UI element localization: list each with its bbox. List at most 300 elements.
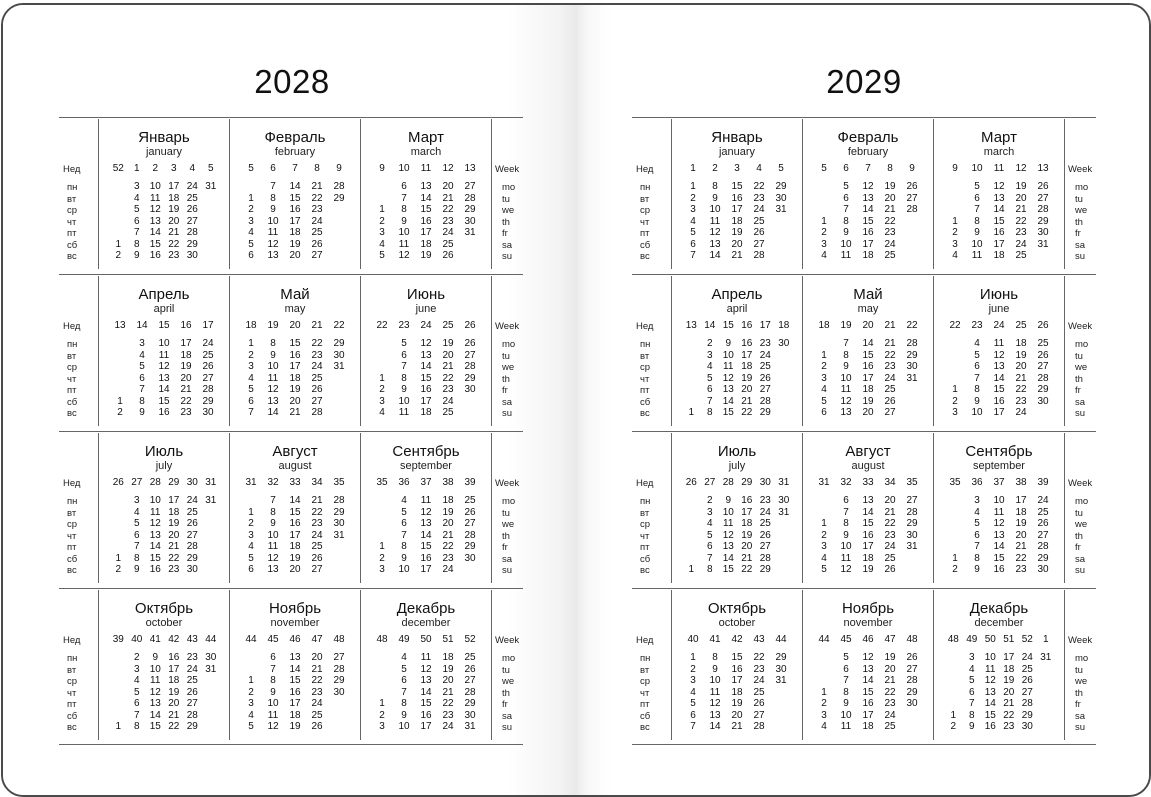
right-page	[577, 5, 1149, 795]
day-number: 10	[840, 709, 852, 721]
day-number: 16	[862, 698, 874, 709]
day-number: 29	[333, 192, 345, 204]
day-number: 3	[133, 663, 140, 675]
day-label-en: mo	[1075, 182, 1089, 193]
day-number: 24	[884, 372, 896, 384]
day-number: 31	[906, 372, 918, 384]
column-divider	[1064, 433, 1065, 583]
day-row	[240, 518, 350, 530]
month-name-en: october	[718, 617, 756, 629]
day-number: 28	[202, 384, 214, 395]
week-number: 32	[267, 477, 279, 488]
day-number: 25	[442, 238, 454, 250]
week-label-ru: Нед	[63, 635, 81, 646]
day-number: 22	[741, 407, 753, 418]
week-label-en: Week	[495, 321, 520, 332]
day-number: 7	[974, 372, 980, 384]
day-number: 1	[115, 552, 122, 564]
week-numbers	[813, 320, 923, 332]
day-row	[371, 518, 481, 530]
week-number: 26	[464, 320, 476, 331]
day-row	[109, 710, 219, 722]
week-number: 35	[949, 477, 961, 488]
day-number: 12	[709, 227, 721, 238]
day-label-ru: вс	[640, 251, 650, 262]
day-number: 12	[420, 506, 432, 518]
day-number: 12	[984, 675, 996, 686]
day-number: 23	[1015, 564, 1027, 575]
day-number: 12	[420, 663, 432, 675]
day-row	[813, 495, 923, 507]
day-row	[109, 350, 219, 362]
day-number: 28	[464, 686, 476, 698]
day-number: 24	[759, 349, 771, 361]
day-row	[240, 373, 350, 385]
day-row	[944, 193, 1054, 205]
week-label-ru: Нед	[636, 635, 654, 646]
day-number: 6	[248, 395, 254, 407]
day-label-en: tu	[502, 193, 510, 205]
day-number: 14	[289, 181, 301, 192]
week-number: 47	[884, 634, 896, 645]
week-number: 48	[376, 634, 388, 645]
month-name-en: february	[274, 146, 316, 158]
month-name-en: february	[847, 146, 889, 158]
day-number: 14	[420, 361, 432, 372]
day-number: 27	[311, 564, 323, 575]
day-number: 27	[884, 407, 896, 418]
day-number: 9	[270, 686, 276, 698]
week-number: 8	[314, 163, 320, 174]
day-number: 5	[401, 663, 407, 675]
day-number: 17	[289, 698, 301, 709]
week-number: 16	[180, 320, 192, 331]
day-number: 10	[840, 238, 852, 250]
week-number: 39	[1037, 477, 1049, 488]
day-number: 2	[248, 686, 254, 698]
day-number: 14	[862, 338, 874, 349]
day-number: 31	[775, 675, 787, 686]
day-label-ru: пт	[67, 228, 77, 239]
day-number: 13	[709, 238, 721, 250]
day-number: 7	[139, 384, 145, 395]
month-name-ru: Апрель	[138, 286, 190, 303]
day-row	[944, 495, 1054, 507]
day-number: 13	[840, 407, 852, 418]
day-number: 5	[974, 349, 980, 361]
week-number: 49	[966, 634, 978, 645]
day-number: 16	[289, 204, 301, 215]
day-number: 28	[906, 506, 918, 518]
day-number: 18	[731, 686, 743, 698]
day-row	[944, 216, 1054, 228]
day-number: 15	[149, 238, 161, 250]
day-grid	[371, 495, 481, 576]
day-number: 24	[1021, 652, 1033, 663]
day-number: 16	[862, 529, 874, 541]
week-numbers	[813, 477, 923, 489]
day-row	[813, 530, 923, 542]
day-number: 20	[442, 675, 454, 686]
day-number: 19	[731, 227, 743, 238]
day-number: 30	[202, 407, 214, 418]
day-number: 15	[149, 721, 161, 732]
day-number: 14	[993, 541, 1005, 552]
day-number: 18	[731, 215, 743, 227]
day-row	[813, 227, 923, 239]
week-number: 51	[1003, 634, 1015, 645]
day-number: 1	[248, 506, 254, 518]
day-number: 21	[884, 675, 896, 686]
day-number: 23	[884, 529, 896, 541]
day-number: 7	[974, 204, 980, 215]
day-label-ru: сб	[640, 396, 651, 408]
day-number: 21	[168, 227, 180, 238]
column-divider	[1064, 119, 1065, 269]
day-number: 24	[1015, 407, 1027, 418]
day-number: 17	[289, 529, 301, 541]
day-label-en: tu	[1075, 664, 1083, 676]
week-number: 1	[690, 163, 696, 174]
day-number: 14	[267, 407, 279, 418]
day-number: 12	[993, 181, 1005, 192]
day-number: 19	[1015, 181, 1027, 192]
day-label-ru: пт	[640, 699, 650, 710]
day-number: 30	[1037, 564, 1049, 575]
day-grid	[682, 338, 792, 419]
day-label-en: th	[1075, 530, 1083, 542]
day-number: 2	[706, 338, 713, 349]
day-number: 29	[464, 204, 476, 215]
week-number: 38	[442, 477, 454, 488]
day-number: 7	[248, 407, 254, 418]
day-number: 15	[731, 181, 743, 192]
day-number: 19	[168, 686, 180, 698]
day-number: 21	[442, 192, 454, 204]
day-number: 19	[731, 698, 743, 709]
month-name-en: june	[988, 303, 1010, 315]
day-number: 27	[1037, 192, 1049, 204]
day-number: 8	[968, 709, 975, 721]
week-number: 23	[971, 320, 983, 331]
week-number: 46	[862, 634, 874, 645]
day-number: 23	[442, 552, 454, 564]
day-label-ru: вт	[640, 193, 650, 205]
week-number: 38	[1015, 477, 1027, 488]
day-number: 30	[778, 338, 790, 349]
day-number: 6	[843, 663, 849, 675]
day-row	[813, 687, 923, 699]
day-row	[240, 350, 350, 362]
day-number: 13	[722, 541, 734, 552]
day-number: 27	[311, 395, 323, 407]
day-number: 4	[690, 686, 696, 698]
month-block	[803, 274, 933, 431]
month-block	[803, 588, 933, 745]
day-label-en: we	[502, 205, 515, 216]
week-number: 1	[1042, 634, 1049, 645]
day-number: 11	[267, 372, 279, 384]
day-number: 6	[968, 686, 975, 698]
week-number: 26	[1037, 320, 1049, 331]
day-number: 2	[248, 349, 254, 361]
week-number: 21	[884, 320, 896, 331]
day-number: 3	[379, 395, 385, 407]
week-numbers	[682, 477, 792, 489]
week-numbers	[813, 163, 923, 175]
day-number: 29	[775, 652, 787, 663]
day-number: 28	[464, 361, 476, 372]
day-number: 15	[993, 215, 1005, 227]
week-number: 3	[170, 163, 177, 174]
week-numbers	[944, 163, 1054, 175]
day-row	[109, 373, 219, 385]
day-number: 18	[442, 652, 454, 663]
day-number: 5	[248, 384, 254, 395]
day-number: 17	[993, 238, 1005, 250]
day-number: 7	[706, 552, 713, 564]
day-number: 22	[1015, 384, 1027, 395]
day-grid	[371, 181, 481, 262]
day-number: 26	[186, 518, 198, 529]
day-number: 4	[379, 407, 385, 418]
day-number: 20	[862, 407, 874, 418]
week-number: 21	[311, 320, 323, 331]
day-number: 21	[741, 395, 753, 407]
day-number: 21	[1015, 541, 1027, 552]
column-divider	[491, 590, 492, 740]
day-number: 3	[133, 495, 140, 506]
month-block	[99, 588, 229, 745]
day-number: 29	[464, 541, 476, 552]
day-number: 10	[158, 338, 170, 349]
day-grid	[240, 652, 350, 733]
week-number-row	[240, 634, 350, 646]
week-number: 43	[186, 634, 198, 645]
week-number: 18	[778, 320, 790, 331]
day-number: 17	[741, 506, 753, 518]
day-number: 7	[690, 250, 696, 261]
day-number: 2	[115, 564, 122, 575]
week-number: 27	[704, 477, 716, 488]
month-block	[99, 274, 229, 431]
day-number: 7	[270, 495, 276, 506]
month-name-ru: Июль	[144, 443, 184, 460]
week-number-row	[109, 320, 219, 332]
day-number: 17	[420, 395, 432, 407]
day-number: 21	[1015, 204, 1027, 215]
day-number: 8	[133, 552, 140, 564]
day-number: 24	[1015, 238, 1027, 250]
day-row	[944, 384, 1054, 396]
day-grid	[240, 181, 350, 262]
day-number: 31	[205, 181, 217, 192]
day-number: 23	[1015, 395, 1027, 407]
week-number: 15	[722, 320, 734, 331]
month-block	[99, 117, 229, 274]
day-number: 5	[974, 518, 980, 529]
day-row	[944, 396, 1054, 408]
day-number: 14	[862, 506, 874, 518]
week-number: 44	[818, 634, 830, 645]
day-row	[944, 338, 1054, 350]
day-number: 25	[311, 227, 323, 238]
day-row	[682, 710, 792, 722]
day-number: 11	[267, 541, 279, 552]
day-number: 20	[1015, 529, 1027, 541]
day-number: 26	[311, 384, 323, 395]
day-number: 9	[968, 721, 975, 732]
left-page	[3, 5, 577, 795]
day-label-ru: пт	[67, 542, 77, 553]
week-number: 11	[420, 163, 432, 174]
week-numbers	[371, 477, 481, 489]
day-number: 20	[442, 349, 454, 361]
month-block	[672, 588, 802, 745]
week-number: 25	[442, 320, 454, 331]
day-label-ru: ср	[640, 362, 651, 373]
day-number: 18	[168, 506, 180, 518]
day-number: 26	[1021, 675, 1033, 686]
day-number: 2	[248, 518, 254, 529]
week-number: 13	[1037, 163, 1049, 174]
day-label-ru: вт	[67, 193, 77, 205]
week-number: 7	[292, 163, 298, 174]
day-number: 9	[139, 407, 145, 418]
day-number: 8	[401, 372, 407, 384]
week-number: 9	[336, 163, 342, 174]
day-number: 8	[270, 338, 276, 349]
day-number: 10	[709, 675, 721, 686]
day-row	[682, 407, 792, 419]
month-block	[230, 274, 360, 431]
day-number: 13	[420, 518, 432, 529]
day-number: 27	[906, 663, 918, 675]
day-number: 21	[884, 204, 896, 215]
day-label-en: tu	[502, 507, 510, 519]
day-label-ru: ср	[67, 362, 78, 373]
day-row	[944, 361, 1054, 373]
week-number-row	[371, 163, 481, 175]
day-number: 3	[690, 675, 696, 686]
day-number: 13	[862, 495, 874, 506]
day-number: 11	[840, 552, 852, 564]
month-name-ru: Декабрь	[396, 600, 456, 617]
day-number: 1	[379, 541, 385, 552]
day-label-ru: пн	[640, 653, 651, 664]
day-number: 26	[753, 698, 765, 709]
month-name-ru: Сентябрь	[965, 443, 1033, 460]
day-number: 3	[379, 721, 385, 732]
day-number: 25	[202, 349, 214, 361]
day-number: 25	[884, 552, 896, 564]
day-number: 28	[906, 675, 918, 686]
week-number-row	[109, 163, 219, 175]
day-number: 15	[722, 407, 734, 418]
day-number: 19	[884, 652, 896, 663]
month-block	[230, 431, 360, 588]
day-row	[240, 338, 350, 350]
day-number: 14	[420, 192, 432, 204]
day-label-en: tu	[1075, 193, 1083, 205]
day-number: 13	[267, 250, 279, 261]
day-row	[109, 675, 219, 687]
week-number-row	[109, 477, 219, 489]
day-label-en: mo	[1075, 496, 1089, 507]
week-number: 50	[420, 634, 432, 645]
day-number: 22	[442, 204, 454, 215]
day-number: 19	[1003, 675, 1015, 686]
day-number: 7	[706, 395, 713, 407]
day-number: 24	[442, 564, 454, 575]
day-number: 6	[401, 181, 407, 192]
day-number: 22	[168, 552, 180, 564]
day-row	[240, 204, 350, 216]
day-number: 27	[186, 698, 198, 709]
day-number: 25	[1037, 506, 1049, 518]
notebook-spread	[1, 3, 1151, 797]
day-label-en: fr	[502, 699, 508, 710]
day-number: 26	[464, 663, 476, 675]
week-numbers	[944, 320, 1054, 332]
day-number: 18	[289, 541, 301, 552]
day-number: 20	[884, 663, 896, 675]
day-number: 13	[722, 384, 734, 395]
day-number: 19	[180, 361, 192, 372]
week-label-en: Week	[1068, 478, 1093, 489]
day-number: 19	[862, 395, 874, 407]
day-row	[371, 530, 481, 542]
day-row	[682, 495, 792, 507]
day-number: 3	[821, 709, 827, 721]
week-number: 31	[778, 477, 790, 488]
day-number: 28	[464, 529, 476, 541]
day-row	[813, 507, 923, 519]
day-number: 4	[248, 372, 254, 384]
quarter-row	[59, 431, 523, 588]
day-number: 9	[974, 395, 980, 407]
day-number: 14	[984, 698, 996, 709]
day-number: 9	[270, 518, 276, 529]
day-number: 29	[1037, 215, 1049, 227]
day-number: 3	[139, 338, 145, 349]
day-number: 18	[741, 361, 753, 372]
week-number: 12	[1015, 163, 1027, 174]
day-number: 10	[398, 564, 410, 575]
day-number: 13	[709, 709, 721, 721]
day-number: 21	[289, 407, 301, 418]
month-block	[99, 431, 229, 588]
day-number: 21	[442, 361, 454, 372]
week-number: 37	[420, 477, 432, 488]
day-number: 20	[1015, 192, 1027, 204]
day-number: 12	[149, 518, 161, 529]
day-label-ru: сб	[67, 396, 78, 408]
column-divider	[1064, 590, 1065, 740]
day-number: 20	[168, 215, 180, 227]
day-number: 24	[1037, 495, 1049, 506]
day-number: 9	[401, 709, 407, 721]
day-row	[371, 710, 481, 722]
day-row	[944, 407, 1054, 419]
day-label-en: fr	[502, 385, 508, 396]
week-number: 17	[202, 320, 214, 331]
day-number: 9	[401, 552, 407, 564]
day-row	[944, 652, 1054, 664]
day-number: 18	[862, 721, 874, 732]
day-number: 23	[442, 384, 454, 395]
day-row	[109, 239, 219, 251]
